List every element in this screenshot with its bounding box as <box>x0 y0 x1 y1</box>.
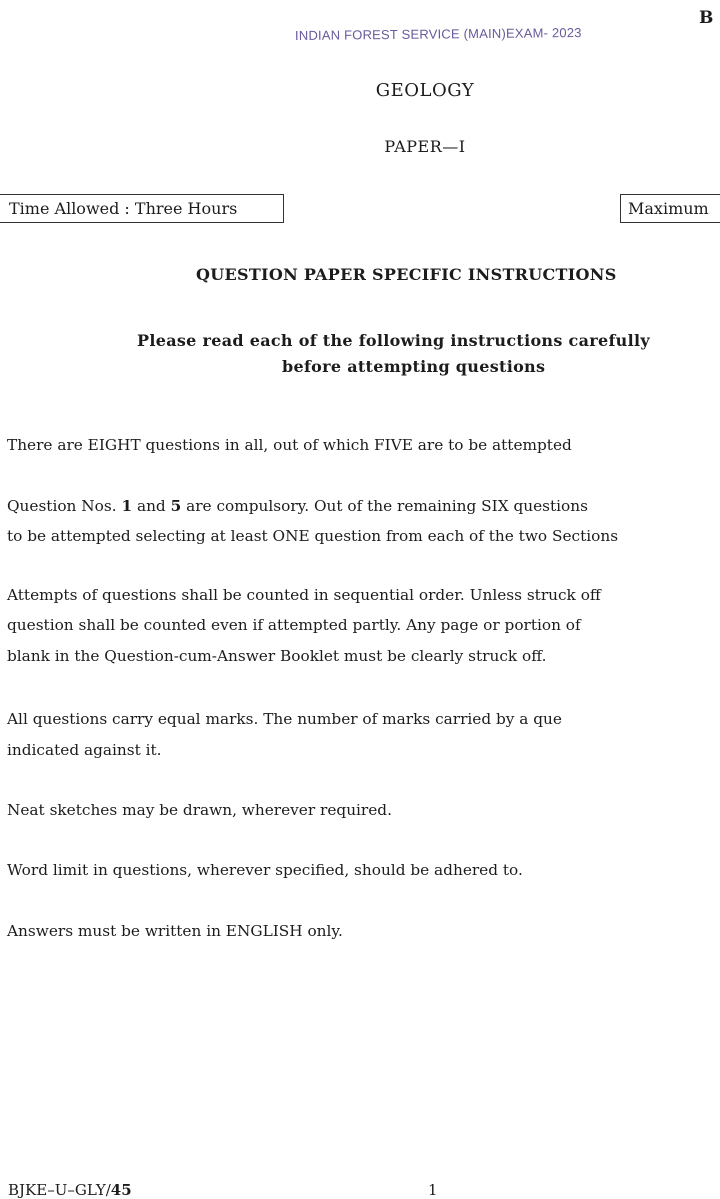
instructions-subheading-line2: before attempting questions <box>282 357 546 376</box>
instruction-line: indicated against it. <box>7 741 162 759</box>
instruction-line: Answers must be written in ENGLISH only. <box>7 922 343 940</box>
paper-title: PAPER—I <box>384 137 466 156</box>
instruction-line: Question Nos. 1 and 5 are compulsory. Out of the remaining SIX questions <box>7 497 588 515</box>
page-number: 1 <box>428 1181 438 1199</box>
exam-stamp: INDIAN FOREST SERVICE (MAIN)EXAM- 2023 <box>294 24 582 43</box>
subject-title: GEOLOGY <box>375 80 475 101</box>
instructions-subheading-line1: Please read each of the following instructions carefully <box>137 331 650 350</box>
instruction-line: Neat sketches may be drawn, wherever required. <box>7 801 392 819</box>
corner-code-fragment: B <box>699 8 714 28</box>
booklet-code: BJKE–U–GLY/45 <box>8 1181 132 1199</box>
instruction-line: Attempts of questions shall be counted in sequential order. Unless struck off <box>7 586 601 604</box>
time-allowed-box: Time Allowed : Three Hours <box>0 194 284 223</box>
instruction-line: question shall be counted even if attempted partly. Any page or portion of <box>7 616 581 634</box>
instructions-heading: QUESTION PAPER SPECIFIC INSTRUCTIONS <box>196 265 617 284</box>
maximum-marks-box: Maximum <box>620 194 720 223</box>
instruction-line: All questions carry equal marks. The number of marks carried by a que <box>7 710 562 728</box>
instruction-line: Word limit in questions, wherever specified, should be adhered to. <box>7 861 523 879</box>
instruction-line: There are EIGHT questions in all, out of which FIVE are to be attempted <box>7 436 572 454</box>
instruction-line: to be attempted selecting at least ONE question from each of the two Sections <box>7 527 619 545</box>
instruction-line: blank in the Question-cum-Answer Booklet must be clearly struck off. <box>7 647 547 665</box>
